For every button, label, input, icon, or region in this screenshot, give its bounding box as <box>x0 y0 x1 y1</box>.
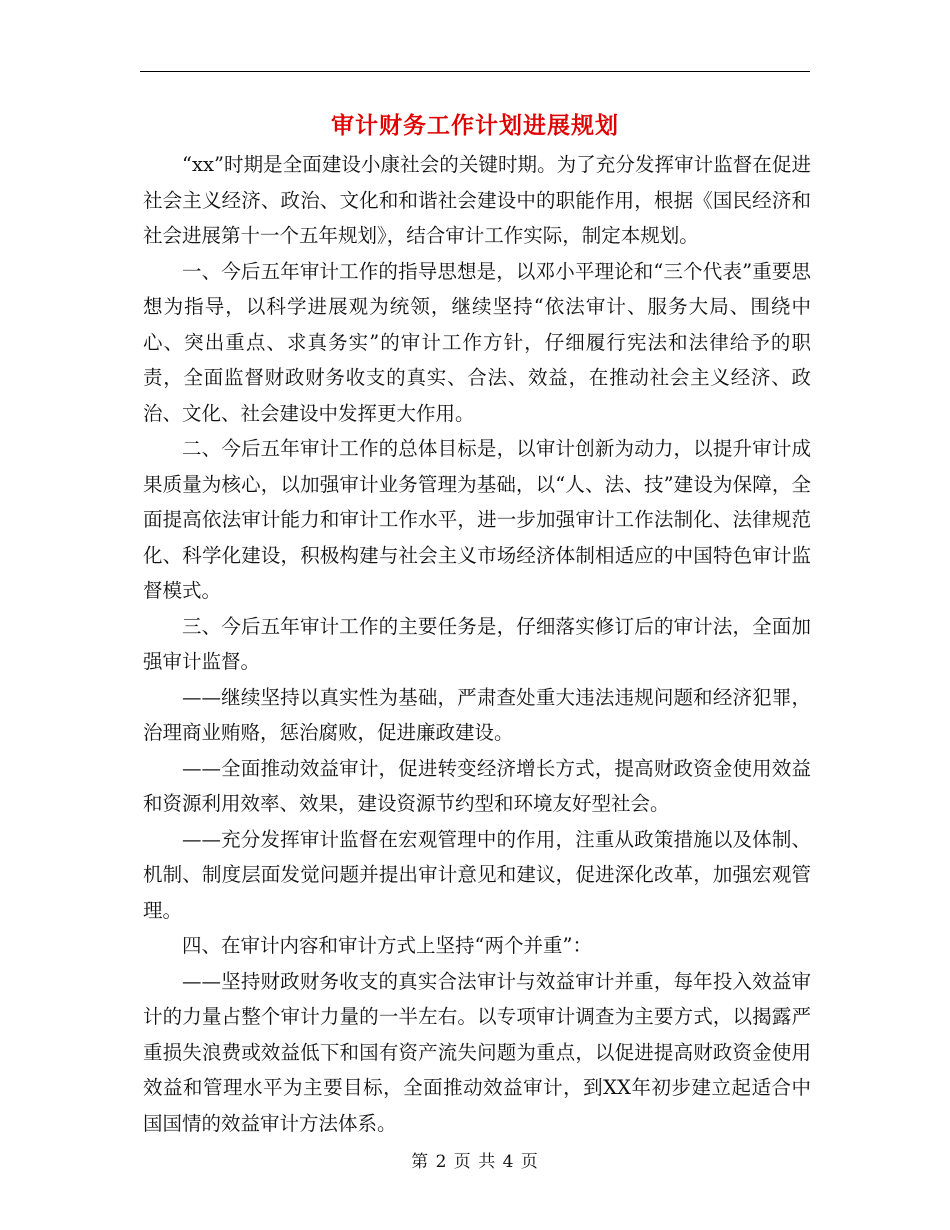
document-body <box>143 147 811 1141</box>
paragraph-two-equal-emphasis: 四、在审计内容和审计方式上坚持“两个并重”： <box>182 934 592 957</box>
header-rule <box>140 71 810 72</box>
paragraph-task-macro: ——充分发挥审计监督在宏观管理中的作用，注重从政策措施以及体制、机制、制度层面发觉问题并提出审计意见和建议，促进深化改革，加强宏观管理。 <box>143 827 811 922</box>
page-number-footer: 第 2 页 共 4 页 <box>411 1152 539 1172</box>
paragraph-intro: “xx”时期是全面建设小康社会的关键时期。为了充分发挥审计监督在促进社会主义经济、政治、文化和和谐社会建设中的职能作用，根据《国民经济和社会进展第十一个五年规划》，结合审计工作实际，制定本规划。 <box>143 153 811 247</box>
paragraph-main-tasks: 三、今后五年审计工作的主要任务是，仔细落实修订后的审计法，全面加强审计监督。 <box>143 614 811 673</box>
paragraph-task-authenticity: ——继续坚持以真实性为基础，严肃查处重大违法违规问题和经济犯罪，治理商业贿赂，惩治腐败，促进廉政建设。 <box>143 685 811 744</box>
paragraph-efficiency-audit: ——坚持财政财务收支的真实合法审计与效益审计并重，每年投入效益审计的力量占整个审计力量的一半左右。以专项审计调查为主要方式，以揭露严重损失浪费或效益低下和国有资产流失问题为重点，以促进提高财政资金使用效益和管理水平为主要目标，全面推动效益审计，到XX年初步建立起适合中国国情的效益审计方法体系。 <box>143 969 811 1135</box>
paragraph-guiding-ideology: 一、今后五年审计工作的指导思想是，以邓小平理论和“三个代表”重要思想为指导，以科学进展观为统领，继续坚持“依法审计、服务大局、围绕中心、突出重点、求真务实”的审计工作方针，仔细履行宪法和法律给予的职责，全面监督财政财务收支的真实、合法、效益，在推动社会主义经济、政治、文化、社会建设中发挥更大作用。 <box>143 259 811 425</box>
document-title: 审计财务工作计划进展规划 <box>331 112 619 139</box>
paragraph-task-efficiency: ——全面推动效益审计，促进转变经济增长方式，提高财政资金使用效益和资源利用效率、效果，建设资源节约型和环境友好型社会。 <box>143 756 811 815</box>
paragraph-overall-goal: 二、今后五年审计工作的总体目标是，以审计创新为动力，以提升审计成果质量为核心，以加强审计业务管理为基础，以“人、法、技”建设为保障，全面提高依法审计能力和审计工作水平，进一步加强审计工作法制化、法律规范化、科学化建设，积极构建与社会主义市场经济体制相适应的中国特色审计监督模式。 <box>143 437 811 602</box>
